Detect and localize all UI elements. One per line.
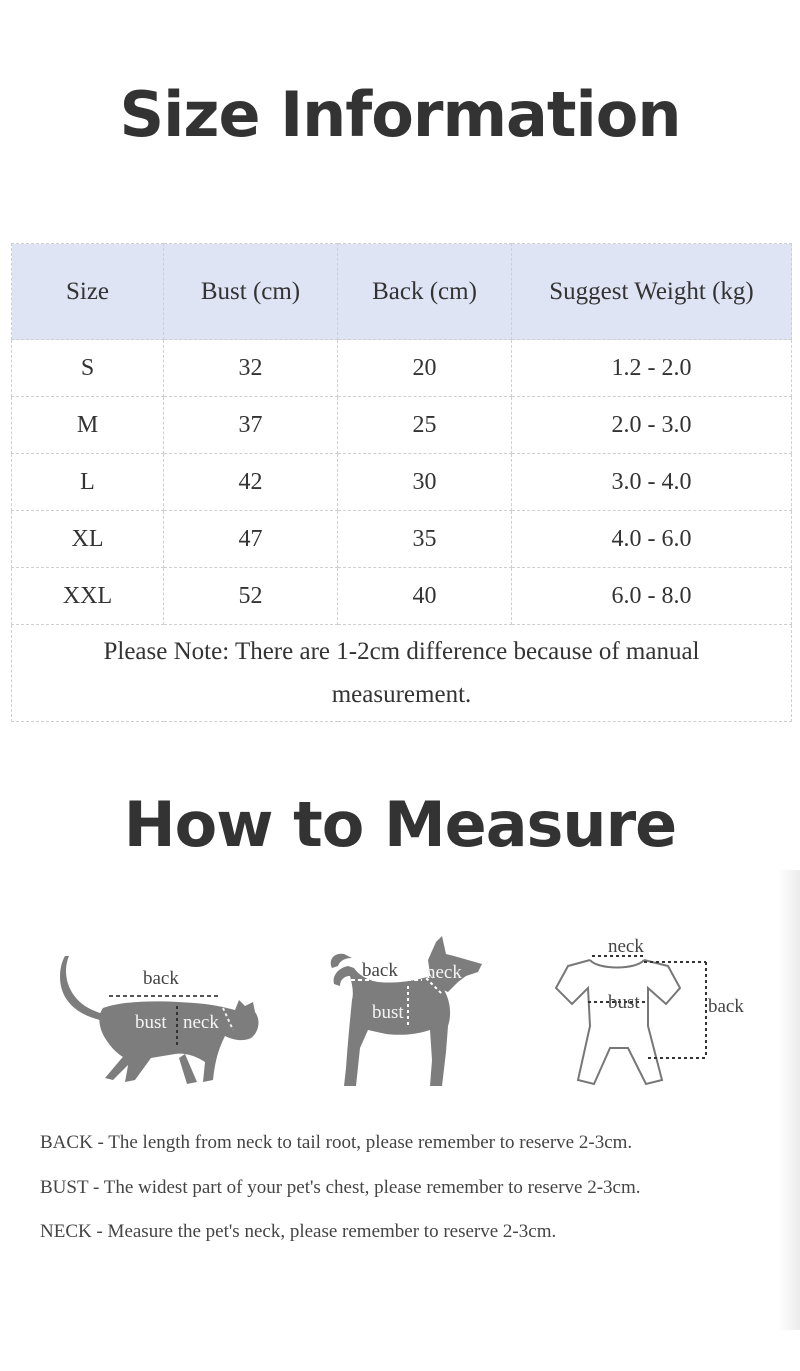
cell-back: 40 [338,568,512,625]
dog-neck-label: neck [426,962,462,983]
header-size: Size [12,244,164,340]
cell-size: M [12,397,164,454]
cell-weight: 2.0 - 3.0 [512,397,792,454]
dog-illustration [318,930,498,1100]
cell-back: 30 [338,454,512,511]
cell-bust: 37 [164,397,338,454]
header-weight: Suggest Weight (kg) [512,244,792,340]
cell-weight: 4.0 - 6.0 [512,511,792,568]
bust-description: BUST - The widest part of your pet's chest, please remember to reserve 2-3cm. [40,1177,641,1198]
size-information-title: Size Information [119,78,681,151]
cat-illustration [55,930,270,1100]
edge-shadow [778,870,800,1330]
cell-size: XL [12,511,164,568]
back-description: BACK - The length from neck to tail root, please remember to reserve 2-3cm. [40,1132,633,1153]
table-header-row [12,244,792,340]
cat-back-label: back [143,968,179,989]
cell-size: L [12,454,164,511]
size-table [11,243,792,722]
dog-silhouette-icon [318,930,498,1100]
dog-back-label: back [362,960,398,981]
cell-bust: 42 [164,454,338,511]
table-row [12,568,792,625]
measurement-note: Please Note: There are 1-2cm difference because of manual measurement. [12,625,792,722]
cell-size: XXL [12,568,164,625]
table-row [12,340,792,397]
header-back: Back (cm) [338,244,512,340]
table-row [12,397,792,454]
cell-back: 35 [338,511,512,568]
cell-weight: 1.2 - 2.0 [512,340,792,397]
table-row [12,511,792,568]
cell-back: 25 [338,397,512,454]
header-bust: Bust (cm) [164,244,338,340]
how-to-measure-title: How to Measure [123,788,677,861]
cell-bust: 47 [164,511,338,568]
clothing-back-label: back [708,996,744,1017]
cell-bust: 32 [164,340,338,397]
clothing-neck-label: neck [608,936,644,957]
clothing-bust-label: bust [608,992,640,1013]
cat-bust-label: bust [135,1012,167,1033]
clothing-illustration [548,930,758,1100]
cell-back: 20 [338,340,512,397]
table-note-row [12,625,792,722]
table-row [12,454,792,511]
cat-neck-label: neck [183,1012,219,1033]
dog-bust-label: bust [372,1002,404,1023]
cell-weight: 3.0 - 4.0 [512,454,792,511]
cell-weight: 6.0 - 8.0 [512,568,792,625]
neck-description: NECK - Measure the pet's neck, please remember to reserve 2-3cm. [40,1221,557,1242]
cell-size: S [12,340,164,397]
cell-bust: 52 [164,568,338,625]
